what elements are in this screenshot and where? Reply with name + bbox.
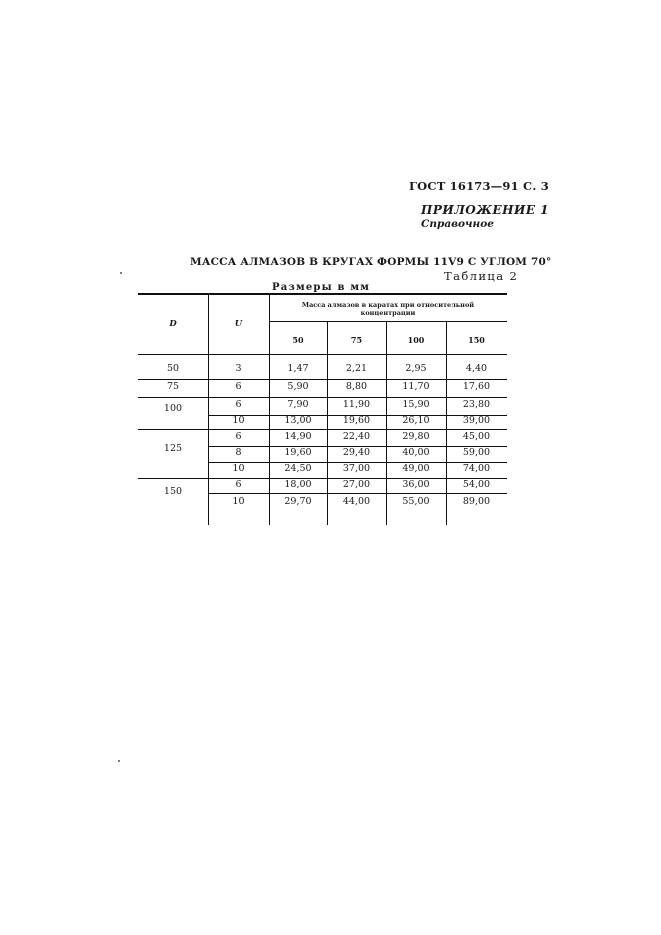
table-rule	[208, 493, 507, 494]
cell-mass: 17,60	[462, 381, 491, 392]
cell-d: 125	[163, 443, 183, 454]
cell-mass: 54,00	[462, 479, 491, 490]
standard-number: ГОСТ 16173—91 С. 3	[409, 179, 549, 193]
col-header-u: U	[234, 319, 243, 329]
cell-u: 3	[235, 363, 242, 374]
cell-mass: 15,90	[402, 399, 430, 410]
cell-mass: 74,00	[462, 463, 491, 474]
table-rule	[138, 397, 507, 398]
cell-u: 10	[232, 463, 245, 474]
table-number: Таблица 2	[444, 269, 519, 283]
col-header-conc-50: 50	[292, 335, 304, 345]
cell-mass: 40,00	[402, 447, 430, 458]
cell-mass: 49,00	[402, 463, 430, 474]
cell-mass: 24,50	[284, 463, 312, 474]
col-header-d: D	[169, 319, 177, 329]
cell-mass: 13,00	[284, 415, 312, 426]
table-rule	[138, 379, 507, 380]
cell-mass: 29,40	[342, 447, 371, 458]
scan-speck	[120, 272, 122, 274]
cell-u: 6	[235, 399, 242, 410]
cell-mass: 18,00	[284, 479, 312, 490]
cell-d: 50	[166, 363, 180, 374]
table-rule	[269, 321, 507, 322]
cell-mass: 19,60	[342, 415, 371, 426]
cell-d: 150	[163, 486, 183, 497]
cell-u: 6	[235, 431, 242, 442]
cell-mass: 36,00	[402, 479, 430, 490]
cell-mass: 23,80	[462, 399, 491, 410]
cell-mass: 1,47	[287, 363, 309, 374]
cell-d: 75	[166, 381, 180, 392]
cell-mass: 2,95	[405, 363, 427, 374]
col-header-conc-75: 75	[350, 335, 363, 345]
cell-mass: 19,60	[284, 447, 312, 458]
cell-mass: 27,00	[342, 479, 371, 490]
cell-mass: 44,00	[342, 496, 371, 507]
cell-mass: 2,21	[345, 363, 368, 374]
appendix-label: ПРИЛОЖЕНИЕ 1	[421, 203, 550, 217]
group-header: Масса алмазов в каратах при относительной концентрации	[301, 301, 475, 317]
cell-mass: 29,80	[402, 431, 430, 442]
cell-u: 6	[235, 381, 242, 392]
cell-mass: 11,90	[342, 399, 371, 410]
cell-mass: 11,70	[402, 381, 430, 392]
col-header-conc-150: 150	[468, 335, 485, 345]
table-rule	[138, 429, 507, 430]
col-header-conc-100: 100	[407, 335, 425, 345]
diamond-mass-table	[138, 293, 507, 525]
table-units: Размеры в мм	[272, 282, 371, 293]
cell-mass: 26,10	[402, 415, 430, 426]
cell-mass: 89,00	[462, 496, 491, 507]
cell-u: 6	[235, 479, 242, 490]
cell-u: 10	[232, 496, 245, 507]
cell-mass: 55,00	[402, 496, 430, 507]
cell-mass: 22,40	[342, 431, 371, 442]
cell-d: 100	[163, 403, 183, 414]
table-rule	[138, 293, 507, 295]
table-rule	[138, 354, 507, 355]
table-title: МАССА АЛМАЗОВ В КРУГАХ ФОРМЫ 11V9 С УГЛОМ 70°	[190, 256, 552, 268]
cell-mass: 5,90	[287, 381, 309, 392]
cell-mass: 8,80	[345, 381, 368, 392]
cell-u: 8	[235, 447, 242, 458]
cell-mass: 29,70	[284, 496, 312, 507]
cell-mass: 4,40	[465, 363, 488, 374]
cell-u: 10	[232, 415, 245, 426]
scan-speck	[118, 760, 120, 762]
cell-mass: 14,90	[284, 431, 312, 442]
cell-mass: 37,00	[342, 463, 371, 474]
appendix-type: Справочное	[421, 218, 494, 230]
cell-mass: 39,00	[462, 415, 491, 426]
cell-mass: 7,90	[287, 399, 309, 410]
cell-mass: 45,00	[462, 431, 491, 442]
cell-mass: 59,00	[462, 447, 491, 458]
